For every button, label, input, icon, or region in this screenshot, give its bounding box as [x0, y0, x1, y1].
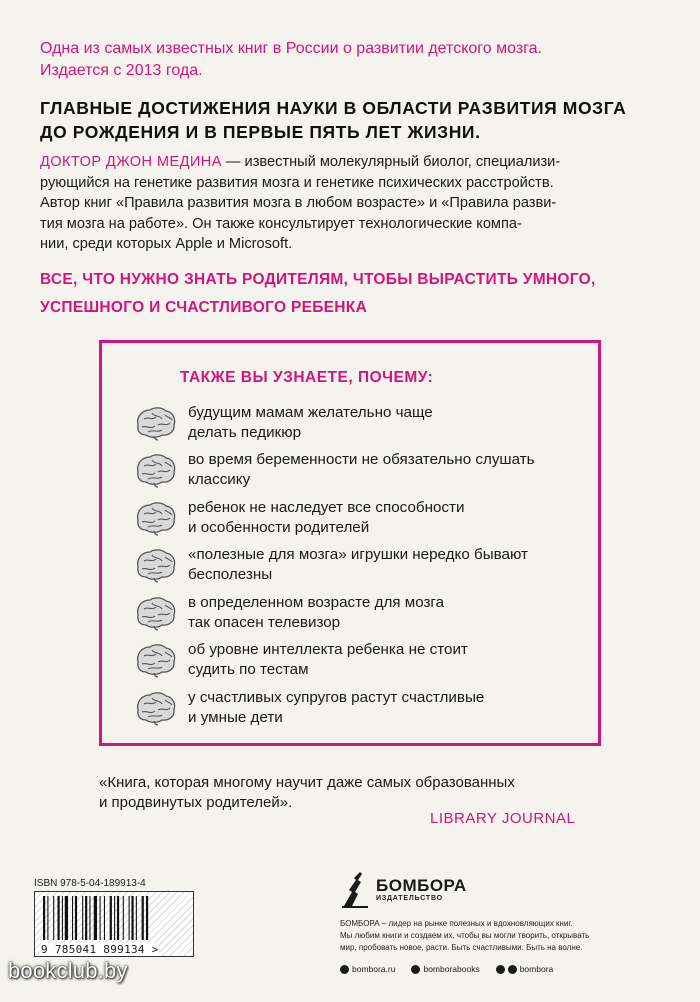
- publisher-name: БОМБОРА: [376, 875, 467, 895]
- author-bio-text: — известный молекулярный биолог, специализи-: [221, 154, 561, 170]
- author-name: ДОКТОР ДЖОН МЕДИНА: [40, 154, 222, 170]
- headline: [40, 96, 660, 144]
- reason-line: так опасен телевизор: [188, 613, 341, 631]
- bombora-logo-icon: [340, 870, 370, 908]
- reason-line: ребенок не наследует все способности: [188, 498, 465, 516]
- publisher-blurb-line: БОМБОРА – лидер на рынке полезных и вдохновляющих книг.: [340, 919, 573, 928]
- author-bio-line: Автор книг «Правила развития мозга в любом возрасте» и «Правила разви-: [40, 195, 557, 211]
- reason-line: классику: [188, 471, 251, 489]
- author-bio-line: рующийся на генетике развития мозга и генетике психических расстройств.: [40, 174, 554, 191]
- publisher-blurb-line: мир, пробовать новое, расти. Быть счастливыми. Быть на волне.: [340, 943, 583, 952]
- reason-text: [188, 403, 433, 443]
- globe-icon: [340, 965, 349, 974]
- reason-text: [188, 450, 535, 490]
- reason-line: бесполезны: [188, 566, 273, 584]
- tagline: [40, 266, 670, 322]
- author-bio-line: нии, среди которых Apple и Microsoft.: [40, 236, 293, 252]
- headline-line: ДО РОЖДЕНИЯ И В ПЕРВЫЕ ПЯТЬ ЛЕТ ЖИЗНИ.: [40, 122, 481, 142]
- brain-icon: [132, 642, 178, 678]
- social-youtube: [496, 964, 554, 974]
- author-bio-line: [40, 152, 670, 173]
- reason-text: [188, 688, 484, 728]
- reason-item: [132, 542, 572, 590]
- reason-line: в определенном возрасте для мозга: [188, 593, 445, 611]
- publisher-blurb-line: Мы любим книги и создаем их, чтобы вы могли творить, открывать: [340, 931, 590, 940]
- reason-text: [188, 640, 468, 680]
- social-label: bomborabooks: [423, 964, 480, 974]
- tagline-line: УСПЕШНОГО И СЧАСТЛИВОГО РЕБЕНКА: [40, 299, 368, 316]
- barcode-area: [34, 878, 194, 957]
- author-bio: [40, 152, 670, 255]
- reason-item: [132, 637, 572, 685]
- publisher-logo: [340, 870, 670, 908]
- barcode: [34, 891, 194, 957]
- brain-icon: [132, 405, 178, 441]
- reasons-list: [132, 399, 572, 732]
- brain-icon: [132, 452, 178, 488]
- review-quote: [99, 773, 599, 813]
- social-label: bombora: [519, 964, 554, 974]
- youtube-icon: [508, 965, 517, 974]
- review-quote-line: «Книга, которая многому научит даже самых образованных: [99, 774, 515, 791]
- reason-line: об уровне интеллекта ребенка не стоит: [188, 641, 468, 659]
- reason-text: [188, 545, 528, 585]
- reason-line: «полезные для мозга» игрушки нередко бывают: [188, 546, 528, 564]
- brain-icon: [132, 500, 178, 536]
- publisher-blurb: [340, 918, 640, 954]
- publisher-sub: ИЗДАТЕЛЬСТВО: [376, 894, 443, 902]
- social-vk: [411, 964, 479, 974]
- review-quote-line: и продвинутых родителей».: [99, 794, 293, 811]
- brain-icon: [132, 547, 178, 583]
- review-source: LIBRARY JOURNAL: [430, 810, 576, 827]
- social-site: [340, 964, 395, 974]
- reason-item: [132, 447, 572, 495]
- reasons-box: [99, 340, 601, 746]
- reason-line: будущим мамам желательно чаще: [188, 403, 433, 421]
- publisher-logo-text: [376, 877, 467, 902]
- reason-line: и умные дети: [188, 708, 283, 726]
- reason-line: во время беременности не обязательно слушать: [188, 451, 535, 469]
- intro-line: Одна из самых известных книг в России о развитии детского мозга.: [40, 40, 542, 57]
- publisher-block: [340, 870, 670, 974]
- brain-icon: [132, 690, 178, 726]
- tagline-line: ВСЕ, ЧТО НУЖНО ЗНАТЬ РОДИТЕЛЯМ, ЧТОБЫ ВЫРАСТИТЬ УМНОГО,: [40, 271, 596, 288]
- intro-text: [40, 38, 660, 82]
- isbn-text: ISBN 978-5-04-189913-4: [34, 878, 146, 889]
- reason-line: судить по тестам: [188, 661, 309, 679]
- reason-text: [188, 498, 464, 538]
- barcode-bars-icon: [41, 896, 189, 940]
- reason-item: [132, 399, 572, 447]
- telegram-icon: [496, 965, 505, 974]
- vk-icon: [411, 965, 420, 974]
- reason-line: и особенности родителей: [188, 518, 370, 536]
- site-watermark: bookclub.by: [8, 958, 128, 983]
- intro-line: Издается с 2013 года.: [40, 62, 203, 79]
- barcode-number: 9 785041 899134 >: [41, 943, 159, 956]
- reason-text: [188, 593, 444, 633]
- reason-item: [132, 494, 572, 542]
- author-bio-line: тия мозга на работе». Он также консультирует технологические компа-: [40, 215, 522, 232]
- reason-item: [132, 589, 572, 637]
- reason-line: у счастливых супругов растут счастливые: [188, 688, 485, 706]
- reason-item: [132, 684, 572, 732]
- reasons-box-title: ТАКЖЕ ВЫ УЗНАЕТЕ, ПОЧЕМУ:: [180, 369, 434, 386]
- reason-line: делать педикюр: [188, 423, 302, 441]
- social-label: bombora.ru: [352, 964, 396, 974]
- publisher-socials: [340, 964, 670, 974]
- headline-line: ГЛАВНЫЕ ДОСТИЖЕНИЯ НАУКИ В ОБЛАСТИ РАЗВИТИЯ МОЗГА: [40, 98, 627, 118]
- brain-icon: [132, 595, 178, 631]
